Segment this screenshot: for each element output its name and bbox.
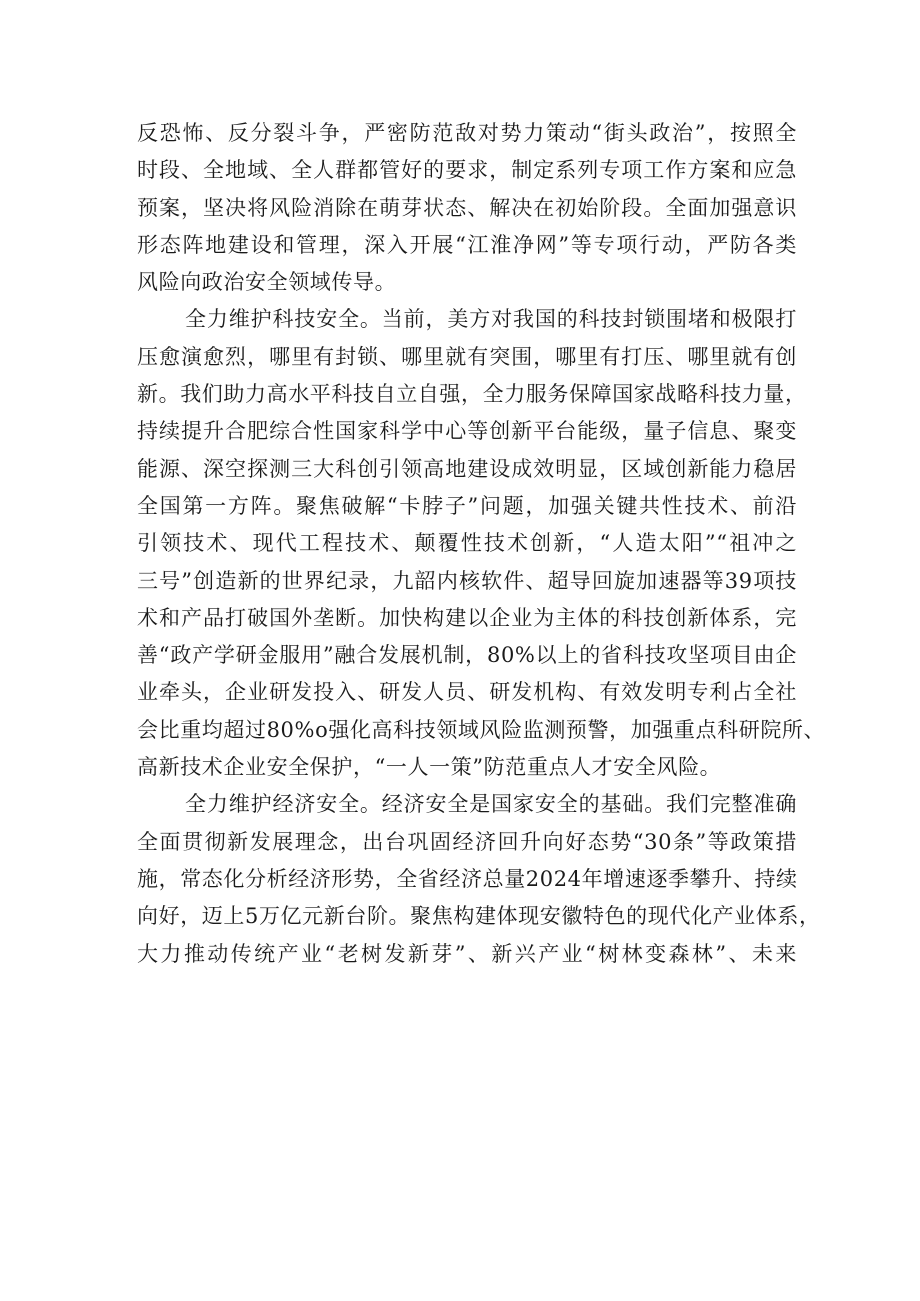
text-line: 向好，迈上5万亿元新台阶。聚焦构建体现安徽特色的现代化产业体系，: [137, 904, 821, 929]
text-line: 能源、深空探测三大科创引领高地建设成效明显，区域创新能力稳居: [137, 456, 797, 481]
text-line: 高新技术企业安全保护，“一人一策”防范重点人才安全风险。: [137, 755, 722, 780]
text-line: 形态阵地建设和管理，深入开展“江淮净网”等专项行动，严防各类: [137, 232, 797, 257]
text-line: 业牵头，企业研发投入、研发人员、研发机构、有效发明专利占全社: [137, 680, 797, 705]
document-body: [137, 115, 826, 973]
text-line: 反恐怖、反分裂斗争，严密防范敌对势力策动“街头政治”，按照全: [137, 121, 797, 145]
paragraph-heading-line: 全力维护科技安全。当前，美方对我国的科技封锁围堵和极限打: [185, 307, 797, 332]
paragraph-heading-line: 全力维护经济安全。经济安全是国家安全的基础。我们完整准确: [185, 792, 797, 817]
text-line: 大力推动传统产业“老树发新芽”、新兴产业“树林变森林”、未来: [137, 941, 797, 966]
text-line: 术和产品打破国外垄断。加快构建以企业为主体的科技创新体系，完: [137, 605, 797, 630]
text-line: 持续提升合肥综合性国家科学中心等创新平台能级，量子信息、聚变: [137, 419, 797, 444]
paragraph-political-security: [137, 115, 797, 301]
text-line: 预案，坚决将风险消除在萌芽状态、解决在初始阶段。全面加强意识: [137, 195, 797, 220]
text-line: 施，常态化分析经济形势，全省经济总量2024年增速逐季攀升、持续: [137, 866, 798, 891]
text-line: 善“政产学研金服用”融合发展机制，80%以上的省科技攻坚项目由企: [137, 643, 797, 668]
text-line: 风险向政治安全领域传导。: [137, 270, 397, 295]
text-line: 全国第一方阵。聚焦破解“卡脖子”问题，加强关键共性技术、前沿: [137, 493, 797, 518]
text-line: 时段、全地域、全人群都管好的要求，制定系列专项工作方案和应急: [137, 158, 797, 183]
text-line: 全面贯彻新发展理念，出台巩固经济回升向好态势“30条”等政策措: [137, 829, 797, 854]
paragraph-tech-security: [137, 301, 826, 786]
text-line: 压愈演愈烈，哪里有封锁、哪里就有突围，哪里有打压、哪里就有创: [137, 344, 797, 369]
text-line: 会比重均超过80%o强化高科技领域风险监测预警，加强重点科研院所、: [137, 717, 826, 742]
paragraph-economic-security: [137, 786, 821, 972]
text-line: 新。我们助力高水平科技自立自强，全力服务保障国家战略科技力量，: [137, 382, 807, 407]
text-line: 三号”创造新的世界纪录，九韶内核软件、超导回旋加速器等39项技: [137, 568, 797, 593]
text-line: 引领技术、现代工程技术、颠覆性技术创新，“人造太阳”“祖冲之: [137, 531, 797, 556]
